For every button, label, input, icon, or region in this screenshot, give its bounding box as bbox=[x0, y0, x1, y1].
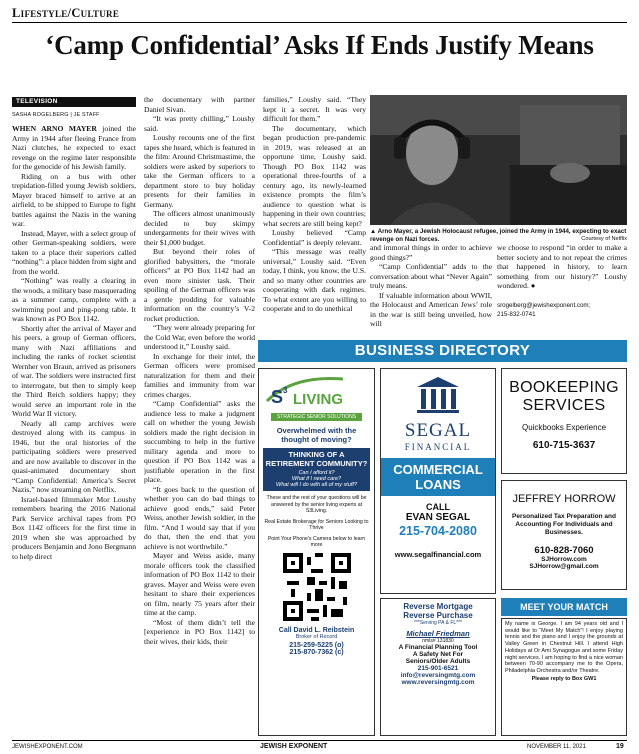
paragraph: Riding on a bus with other trepidation-filled young Jewish soldiers, Mayer braced himself to arrive at an airfield, to be shipped to Europe to fight battles against the Nazis in the waning war. bbox=[12, 171, 136, 228]
paragraph: “It was pretty chilling,” Loushy said. bbox=[144, 114, 255, 133]
s3-qr-note: Point Your Phone's Camera below to learn more bbox=[267, 535, 366, 548]
segal-band-line2: LOANS bbox=[415, 477, 461, 492]
mortgage-email[interactable]: info@reversingmtg.com bbox=[400, 672, 476, 679]
paragraph: “This message was really universal,” Loushy said. “Even today, I think, you know, the U.S. and so many other countries are cooperating with dark regimes. To what extent are you willing to cooperate and to do unethical bbox=[263, 247, 366, 313]
paragraph: and immoral things in order to achieve good things?” bbox=[370, 243, 492, 262]
horrow-email[interactable]: SJHorrow@gmail.com bbox=[529, 563, 599, 570]
segal-band bbox=[381, 458, 495, 496]
s3-box-title: THINKING OF A RETIREMENT COMMUNITY? bbox=[265, 450, 368, 468]
s3-box bbox=[263, 448, 370, 491]
footer-page: 19 bbox=[616, 743, 624, 750]
qr-code-icon[interactable] bbox=[283, 553, 351, 621]
mortgage-phone[interactable]: 215-901-6521 bbox=[417, 665, 459, 672]
mortgage-title2: Reverse Purchase bbox=[403, 611, 473, 620]
article-col-4 bbox=[370, 243, 492, 333]
svg-text:S: S bbox=[271, 387, 284, 407]
horrow-name: JEFFREY HORROW bbox=[512, 493, 616, 505]
footer-date: NOVEMBER 11, 2021 bbox=[527, 744, 586, 750]
author-email[interactable]: srogelberg@jewishexponent.com; bbox=[497, 301, 591, 309]
meet-body: My name is George. I am 94 years old and I would like to “Meet My Match”! I enjoy playing tennis and the piano and I enjoy the grounds at Valley Green in Chestnut Hill. I attend High Holidays at Or Ami Synagogue and some Friday night services. I am hoping to find a nice woman between 70-90 accompany me to the Opera, Philadelphia Orchestra and/or Theatre. bbox=[505, 621, 623, 674]
segal-call: CALL bbox=[426, 502, 450, 512]
paragraph: “Nothing” was really a clearing in the woods, a military base masquerading as a summer camp, complete with a swimming pool and ping-pong table. It was known as PO Box 1142. bbox=[12, 276, 136, 323]
meet-your-match-box bbox=[501, 618, 627, 736]
meet-your-match-title: MEET YOUR MATCH bbox=[520, 602, 608, 612]
segal-logo bbox=[381, 369, 495, 452]
s3-body: These and the rest of your questions will be answered by the senior living experts at S3Living. bbox=[266, 495, 367, 514]
photo-illustration bbox=[370, 95, 627, 225]
ad-s3-living[interactable] bbox=[258, 368, 375, 736]
mortgage-name: Michael Friedman bbox=[406, 629, 470, 638]
s3-phone-office[interactable]: 215-259-5225 (o) bbox=[289, 641, 344, 649]
section-label: Lifestyle/Culture bbox=[12, 6, 120, 20]
mortgage-line: Seniors/Older Adults bbox=[405, 658, 471, 665]
ad-jeffrey-horrow[interactable] bbox=[501, 480, 627, 590]
s3-contact-role: Broker of Record bbox=[295, 633, 338, 640]
paragraph: The officers almost unanimously decided to buy skimpy undergarments for their wives with their $1,000 budget. bbox=[144, 209, 255, 247]
caption-text: ▲ Arno Mayer, a Jewish Holocaust refugee, joined the Army in 1944, expecting to exact revenge on Nazi forces. bbox=[370, 228, 627, 243]
photo-credit: Courtesy of Netflix bbox=[581, 235, 627, 242]
mortgage-serving: ***Serving PA & FL*** bbox=[414, 620, 462, 626]
bookkeeping-title2: SERVICES bbox=[522, 397, 606, 414]
s3-box-line: What if I need care? bbox=[291, 476, 342, 482]
s3-tagline: STRATEGIC SENIOR SOLUTIONS bbox=[271, 413, 362, 421]
business-directory-title: BUSINESS DIRECTORY bbox=[354, 342, 531, 359]
mortgage-line: A Financial Planning Tool bbox=[398, 644, 478, 651]
segal-logo-word: SEGAL bbox=[404, 420, 472, 441]
mortgage-web[interactable]: www.reversingmtg.com bbox=[401, 679, 475, 686]
paragraph: Mayer and Weiss aside, many morale officers took the classified information of PO Box 1142 to their graves. Mayer and Weiss were even hesitant to share their experiences on film, nearly 75 years after their time at the camp. bbox=[144, 551, 255, 617]
paragraph: In exchange for their intel, the German officers were promised naturalization for them and their families and immunity from war crimes charges. bbox=[144, 351, 255, 399]
lede-rest: joined the Army in 1944 after fleeing France from Nazi clutches, he expected to exact revenge on the regime later responsible for the genocide of his Jewish family. bbox=[12, 124, 136, 171]
article-col-5 bbox=[497, 243, 627, 338]
article-col-1 bbox=[12, 124, 136, 734]
ad-reverse-mortgage[interactable] bbox=[380, 598, 496, 736]
bookkeeping-phone[interactable]: 610-715-3637 bbox=[532, 440, 596, 451]
s3-logo-swoosh bbox=[263, 373, 372, 413]
footer-rule bbox=[12, 740, 627, 741]
paragraph: “Camp Confidential” adds to the conversation about what “Never Again” truly means. bbox=[370, 262, 492, 290]
bookkeeping-title1: BOOKEEPING bbox=[509, 379, 619, 396]
horrow-web[interactable]: SJHorrow.com bbox=[541, 556, 587, 563]
paragraph: Loushy believed “Camp Confidential” is deeply relevant. bbox=[263, 228, 366, 247]
segal-name: EVAN SEGAL bbox=[405, 512, 471, 523]
paragraph: “Camp Confidential” asks the audience less to make a judgment call on whether the young Jewish soldiers made the right decision in succumbing to help in the furtive military agenda and more to question if PO Box 1142 was a justifiable operation in the first place. bbox=[144, 399, 255, 484]
s3-brokerage: Real Estate Brokerage for Seniors Looking to Thrive bbox=[264, 518, 369, 531]
segal-logo-sub: FINANCIAL bbox=[404, 442, 472, 452]
ad-segal-financial[interactable] bbox=[380, 368, 496, 594]
mortgage-nmls: nmls# 131830 bbox=[422, 638, 454, 644]
headline: ‘Camp Confidential’ Asks If Ends Justify Means bbox=[45, 30, 594, 60]
logo-num: 3 bbox=[283, 386, 288, 395]
byline: SASHA ROGELBERG | JE STAFF bbox=[12, 112, 100, 118]
paragraph: Shortly after the arrival of Mayer and his peers, a group of German officers, many with Nazi affiliations and including the ranks of rocket scientist Wernher von Braun, arrived as prisoners of war. The soldiers were instructed first to interrogate, but then to simply keep the Third Reich soldiers happy; they would serve an important role in the World War II victory. bbox=[12, 323, 136, 418]
s3-headline: Overwhelmed with the thought of moving? bbox=[276, 426, 357, 444]
paragraph: “It goes back to the question of whether you can do bad things to achieve good ends,” said Peter Weiss, another Jewish soldier, in the film. “And I would say that if you do that, then the end that you achieve is not worthwhile.” bbox=[144, 484, 255, 551]
article-col-3 bbox=[263, 95, 366, 335]
segal-phone[interactable]: 215-704-2080 bbox=[399, 524, 477, 538]
tag-label: TELEVISION bbox=[12, 97, 136, 107]
segal-pillar-icon bbox=[413, 375, 463, 415]
segal-web[interactable]: www.segalfinancial.com bbox=[394, 550, 482, 559]
article-photo bbox=[370, 95, 627, 225]
horrow-phone[interactable]: 610-828-7060 bbox=[534, 545, 594, 556]
s3-logo bbox=[263, 373, 370, 413]
paragraph: families,” Loushy said. “They kept it a secret. It was very difficult for them.” bbox=[263, 95, 366, 123]
footer-website[interactable]: JEWISHEXPONENT.COM bbox=[12, 744, 83, 750]
footer-publication: JEWISH EXPONENT bbox=[260, 743, 328, 750]
paragraph: Instead, Mayer, with a select group of other German-speaking soldiers, were taken to a place their superiors called “nothing”: a place hidden from sight and from the world. bbox=[12, 228, 136, 276]
paragraph: Loushy recounts one of the first tapes she heard, which is featured in the film: Around Christmastime, the soldiers were asked by superiors to take the German officers to a department store to buy holiday presents for their families in Germany. bbox=[144, 133, 255, 209]
paragraph: If valuable information about WWII, the Holocaust and American Jews’ role in the war is still being unveiled, how will bbox=[370, 290, 492, 328]
logo-word: LIVING bbox=[293, 391, 344, 408]
paragraph: the documentary with partner Daniel Sivan. bbox=[144, 95, 255, 114]
mortgage-title1: Reverse Mortgage bbox=[403, 602, 473, 611]
paragraph: “Most of them didn’t tell the [experience in PO Box 1142] to their wives, their kids, their bbox=[144, 617, 255, 646]
photo-caption bbox=[370, 228, 627, 243]
s3-phone-cell[interactable]: 215-870-7362 (c) bbox=[289, 648, 344, 656]
author-phone: 215-832-0741 bbox=[497, 311, 536, 318]
paragraph: But beyond their roles of glorified babysitters, the “morale officers” at PO Box 1142 had an even more sinister task. Their spoiling of the German officers was a gentle prodding for valuable information on the country’s V-2 rocket production. bbox=[144, 247, 255, 323]
segal-band-line1: COMMERCIAL bbox=[393, 462, 483, 477]
s3-box-line: What will I do with all of my stuff? bbox=[276, 482, 357, 488]
meet-reply: Please reply to Box GW1 bbox=[531, 675, 597, 682]
article-col-2 bbox=[144, 95, 255, 735]
ad-bookkeeping[interactable] bbox=[501, 368, 627, 474]
paragraph: we choose to respond “in order to make a better society and to not repeat the crimes that happened in history, to learn something from our history?” Loushy wondered. ● bbox=[497, 243, 627, 290]
paragraph: “They were already preparing for the Cold War, even before the world understood it,” Loushy said. bbox=[144, 323, 255, 351]
mortgage-line: A Safety Net For bbox=[412, 651, 464, 658]
section-rule bbox=[12, 22, 627, 23]
s3-contact-name: Call David L. Reibstein bbox=[278, 626, 355, 634]
qr-code-graphic bbox=[283, 553, 351, 621]
paragraph bbox=[12, 124, 136, 172]
horrow-desc: Personalized Tax Preparation and Accounting For Individuals and Businesses. bbox=[512, 513, 616, 536]
paragraph: Israel-based filmmaker Mor Loushy remembers hearing the 2016 National Park Service archival tapes from PO Box 1142 officers for the first time in 2019 when she was approached by producers Benjamin and Jono Bergmann to help direct bbox=[12, 494, 136, 561]
paragraph: Nearly all camp archives were destroyed along with its campus in 1946, but the oral histories of the participating soldiers were preserved and are now available to discover in the quasi-animated documentary short “Camp Confidential: America’s Secret Nazis,” now streaming on Netflix. bbox=[12, 418, 136, 494]
lede-lead: WHEN ARNO MAYER bbox=[12, 124, 97, 133]
s3-box-line: Can I afford it? bbox=[298, 470, 335, 476]
paragraph: The documentary, which began production pre-pandemic in 2019, was released at an opportune time, Loushy said. Though PO Box 1142 was operational three-fourths of a century ago, its newly-learned existence prompts the film’s audience to question what is happening in their own countries; what secrets are still being kept? bbox=[263, 123, 366, 228]
bookkeeping-sub: Quickbooks Experience bbox=[521, 423, 607, 432]
